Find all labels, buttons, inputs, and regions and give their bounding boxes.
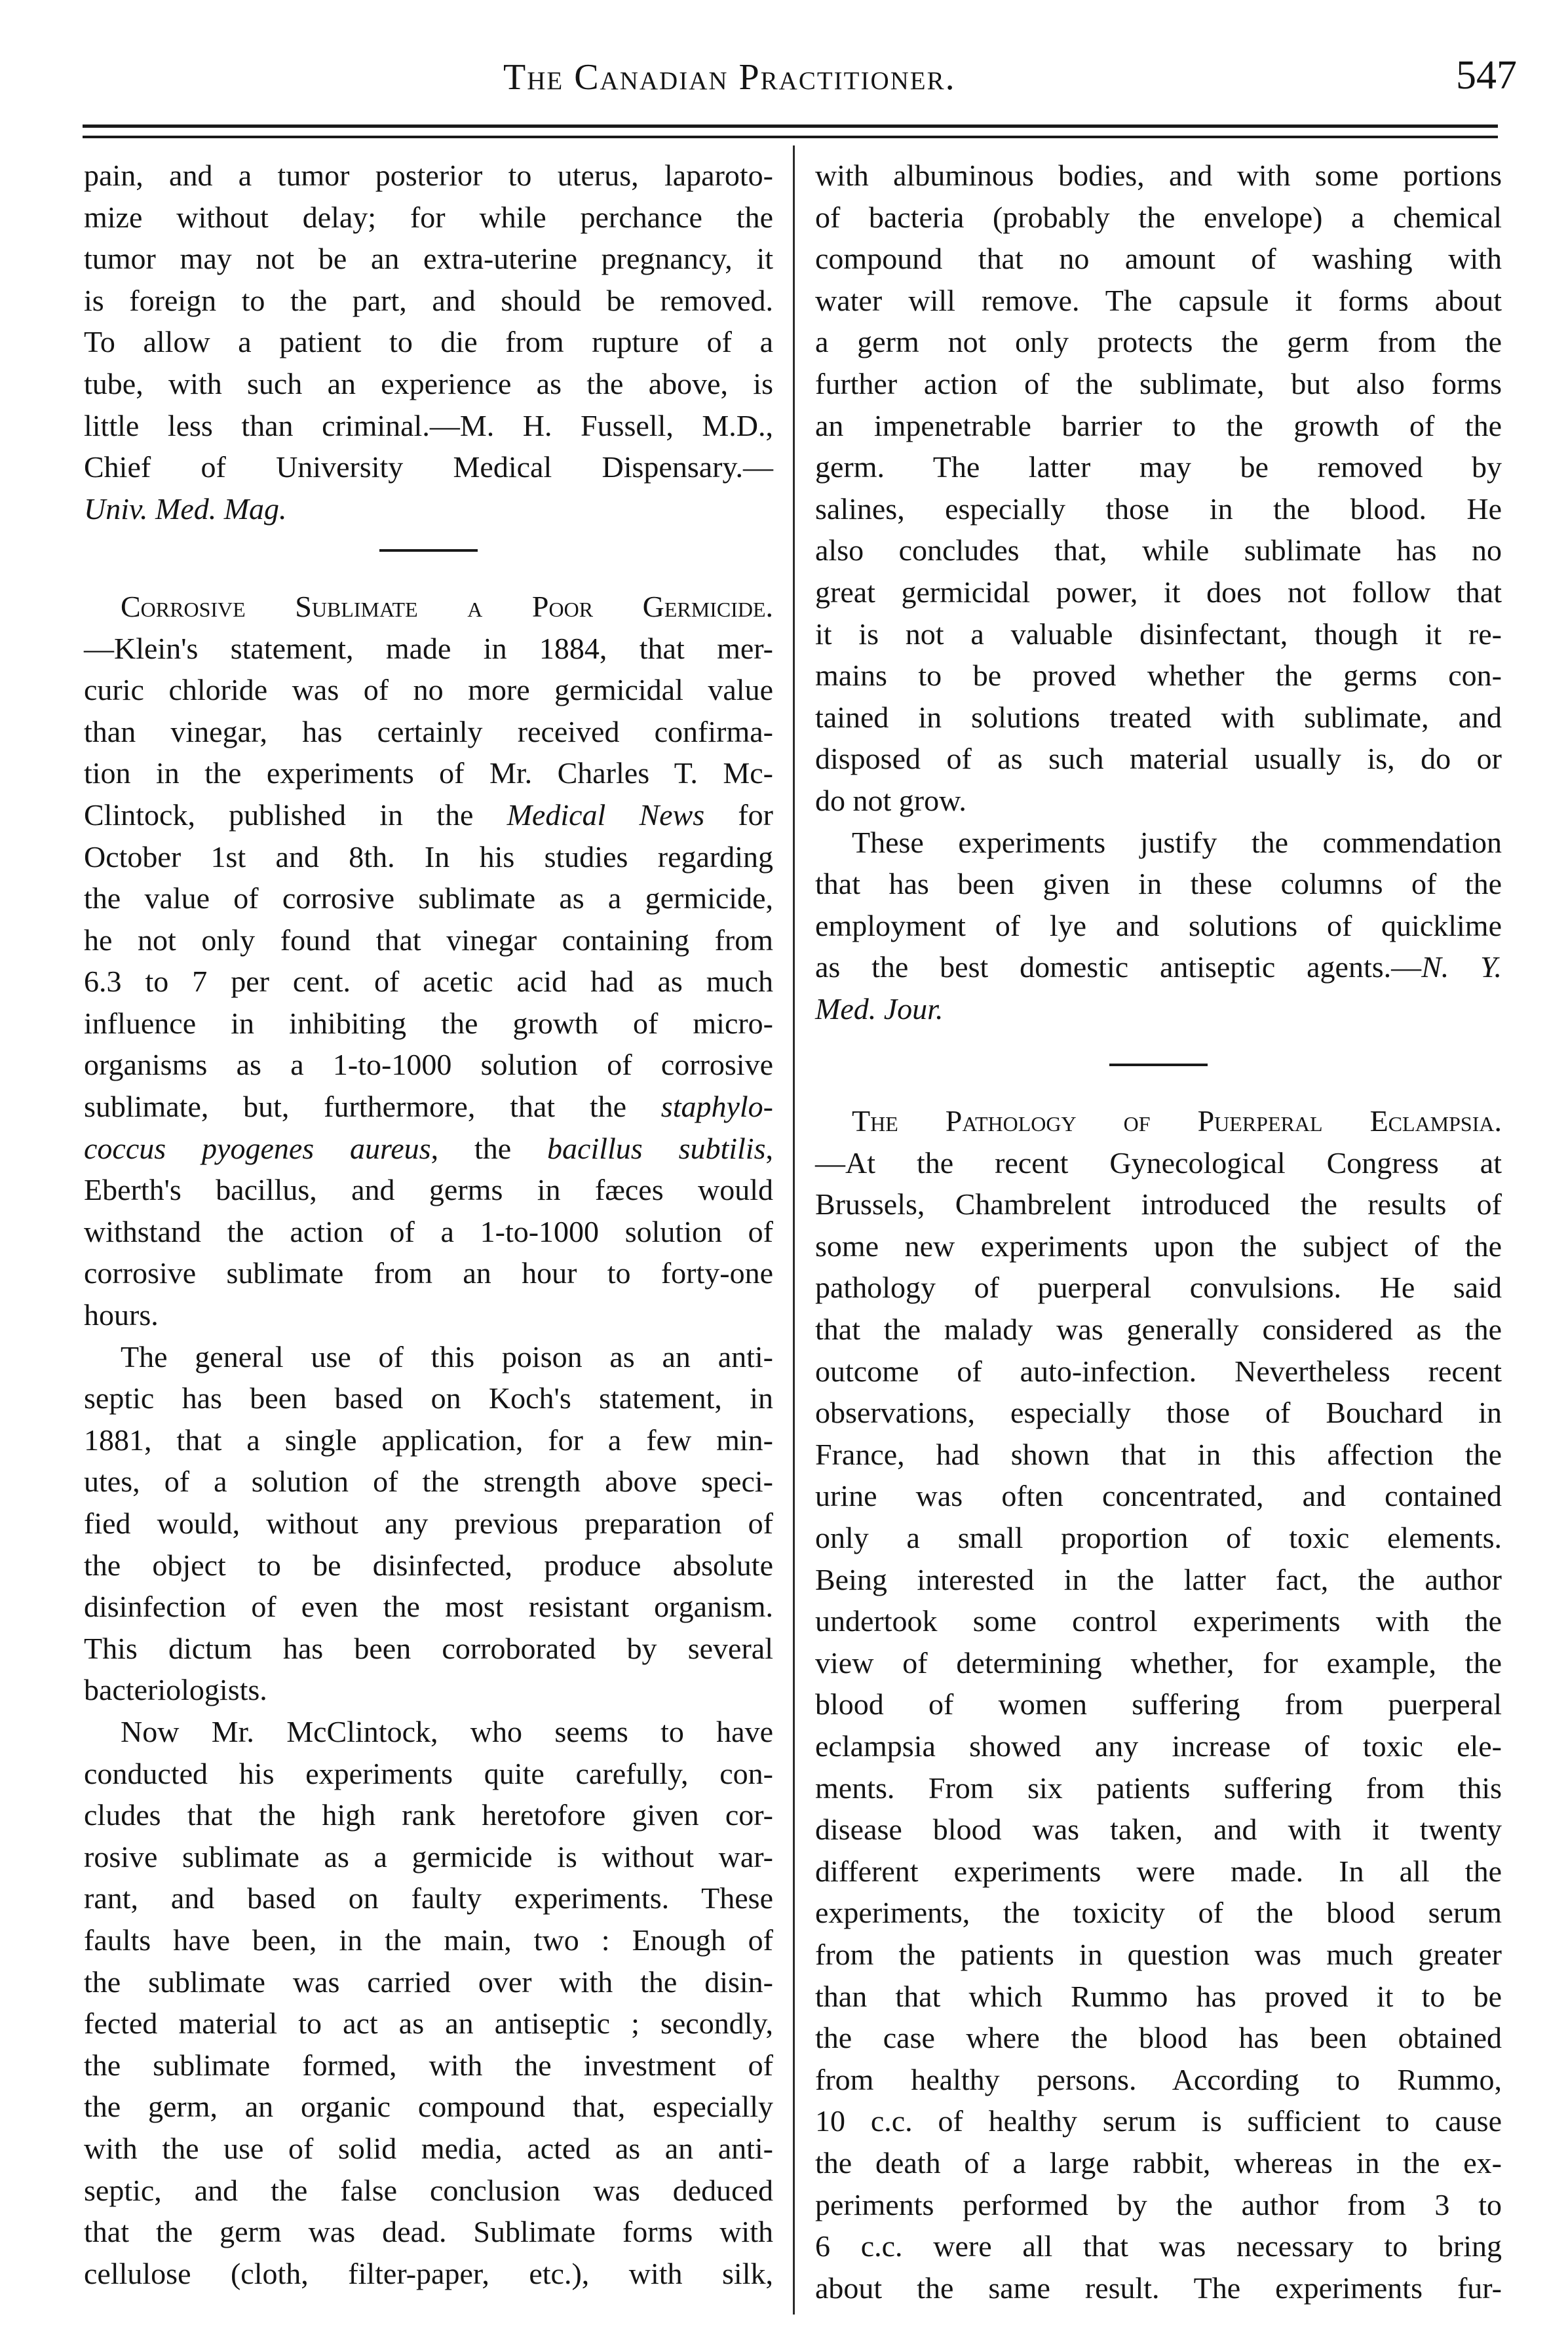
text-line: it is not a valuable disinfectant, though it re- xyxy=(815,617,1502,651)
text-line: with albuminous bodies, and with some portions xyxy=(815,159,1502,192)
text-line: urine was often concentrated, and contained xyxy=(815,1479,1502,1513)
species-name: coccus pyogenes aureus xyxy=(84,1131,431,1165)
text-line: the sublimate formed, with the investment of xyxy=(84,2048,773,2082)
text-line: October 1st and 8th. In his studies regarding xyxy=(84,839,773,874)
text-line: also concludes that, while sublimate has no xyxy=(815,533,1502,567)
text-line: rant, and based on faulty experiments. These xyxy=(84,1881,773,1915)
text-line: tained in solutions treated with sublimate, and xyxy=(815,700,1502,734)
text-line: tion in the experiments of Mr. Charles T. Mc- xyxy=(84,756,773,790)
text-line: view of determining whether, for example, the xyxy=(815,1645,1502,1680)
text-line: little less than criminal.—M. H. Fussell, M.D., xyxy=(84,408,773,442)
text-run: , xyxy=(765,1131,773,1165)
column-divider xyxy=(793,145,795,2315)
text-line: conducted his experiments quite carefully, con- xyxy=(84,1756,773,1790)
text-line: mize without delay; for while perchance the xyxy=(84,200,773,234)
text-line: compound that no amount of washing with xyxy=(815,242,1502,276)
right-column xyxy=(815,155,1502,2309)
text-line: This dictum has been corroborated by several xyxy=(84,1631,773,1665)
text-line: influence in inhibiting the growth of micro- xyxy=(84,1006,773,1040)
text-line: the case where the blood has been obtained xyxy=(815,2021,1502,2055)
text-line: the sublimate was carried over with the disin- xyxy=(84,1965,773,1999)
text-line: 1881, that a single application, for a few min- xyxy=(84,1423,773,1457)
text-line xyxy=(815,946,1502,988)
text-run: for xyxy=(704,797,774,832)
text-line: some new experiments upon the subject of the xyxy=(815,1229,1502,1263)
text-line: an impenetrable barrier to the growth of the xyxy=(815,408,1502,442)
text-line: fied would, without any previous preparation of xyxy=(84,1507,773,1540)
text-line: organisms as a 1-to-1000 solution of corrosive xyxy=(84,1048,773,1082)
text-line: 6 c.c. were all that was necessary to bring xyxy=(815,2229,1502,2263)
text-line: The general use of this poison as an anti- xyxy=(121,1339,773,1374)
text-line: of bacteria (probably the envelope) a chemical xyxy=(815,200,1502,234)
text-line: tumor may not be an extra-uterine pregnancy, it xyxy=(84,242,773,276)
text-line: France, had shown that in this affection the xyxy=(815,1437,1502,1471)
text-line: pathology of puerperal convulsions. He said xyxy=(815,1271,1502,1305)
text-line: fected material to act as an antiseptic ; secondly, xyxy=(84,2007,773,2041)
journal-title: Medical News xyxy=(507,797,705,832)
text-line: faults have been, in the main, two : Enough of xyxy=(84,1923,773,1957)
text-line: with the use of solid media, acted as an anti- xyxy=(84,2131,773,2165)
text-run: sublimate, but, furthermore, that the xyxy=(84,1090,661,1124)
species-name: bacillus subtilis xyxy=(547,1131,766,1165)
article-puerperal-eclampsia xyxy=(815,1100,1502,2309)
source-citation: Med. Jour. xyxy=(815,991,944,1026)
running-title: The Canadian Practitioner. xyxy=(503,57,956,98)
section-separator xyxy=(84,529,773,571)
species-name: staphylo- xyxy=(660,1090,773,1124)
page-header xyxy=(0,47,1568,106)
text-line: from healthy persons. According to Rummo, xyxy=(815,2062,1502,2096)
text-line: withstand the action of a 1-to-1000 solution of xyxy=(84,1214,773,1248)
text-line: pain, and a tumor posterior to uterus, laparoto- xyxy=(84,159,773,192)
text-line: than that which Rummo has proved it to be xyxy=(815,1979,1502,2013)
text-line: about the same result. The experiments fur- xyxy=(815,2271,1502,2305)
text-line: hours. xyxy=(84,1298,159,1332)
text-line: —At the recent Gynecological Congress at xyxy=(815,1145,1502,1180)
text-line: disposed of as such material usually is, do or xyxy=(815,742,1502,776)
text-line: only a small proportion of toxic elements. xyxy=(815,1521,1502,1554)
text-line: he not only found that vinegar containing from xyxy=(84,923,773,957)
text-line: disinfection of even the most resistant organism. xyxy=(84,1590,773,1624)
page-number: 547 xyxy=(1456,53,1517,98)
text-line: that has been given in these columns of the xyxy=(815,867,1502,901)
text-line: Eberth's bacillus, and germs in fæces would xyxy=(84,1173,773,1207)
text-line: a germ not only protects the germ from the xyxy=(815,325,1502,359)
article-corrosive-sublimate xyxy=(84,586,773,2294)
text-line: 10 c.c. of healthy serum is sufficient to cause xyxy=(815,2104,1502,2138)
text-line: outcome of auto-infection. Nevertheless recent xyxy=(815,1354,1502,1388)
text-line: Now Mr. McClintock, who seems to have xyxy=(121,1714,773,1748)
text-line: further action of the sublimate, but also forms xyxy=(815,366,1502,400)
left-column xyxy=(84,155,773,2294)
text-line: cludes that the high rank heretofore given cor- xyxy=(84,1798,773,1832)
text-line: 6.3 to 7 per cent. of acetic acid had as much xyxy=(84,965,773,999)
text-line: salines, especially those in the blood. He xyxy=(815,491,1502,526)
text-line: great germicidal power, it does not follow that xyxy=(815,575,1502,609)
source-citation: N. Y. xyxy=(1421,950,1502,984)
text-line: the death of a large rabbit, whereas in the ex- xyxy=(815,2145,1502,2180)
text-line: the germ, an organic compound that, especially xyxy=(84,2090,773,2124)
continued-article-text xyxy=(815,155,1502,1029)
text-line: the object to be disinfected, produce absolute xyxy=(84,1548,773,1582)
text-line: corrosive sublimate from an hour to forty-one xyxy=(84,1256,773,1290)
text-line: mains to be proved whether the germs con- xyxy=(815,659,1502,693)
text-line: —Klein's statement, made in 1884, that mer- xyxy=(84,631,773,665)
text-line xyxy=(84,1128,773,1170)
text-line: disease blood was taken, and with it twenty xyxy=(815,1813,1502,1847)
header-rule-top xyxy=(83,125,1498,128)
text-line: Brussels, Chambrelent introduced the results of xyxy=(815,1187,1502,1221)
text-line: blood of women suffering from puerperal xyxy=(815,1687,1502,1721)
text-line xyxy=(84,1086,773,1128)
text-line: than vinegar, has certainly received confirma- xyxy=(84,714,773,748)
text-line: Chief of University Medical Dispensary.— xyxy=(84,450,773,484)
text-line: bacteriologists. xyxy=(84,1673,267,1707)
text-line: utes, of a solution of the strength above speci- xyxy=(84,1465,773,1499)
text-line: do not grow. xyxy=(815,783,966,817)
text-line: These experiments justify the commendation xyxy=(852,825,1502,859)
text-line: ments. From six patients suffering from this xyxy=(815,1771,1502,1805)
text-line: experiments, the toxicity of the blood serum xyxy=(815,1896,1502,1930)
text-line: the value of corrosive sublimate as a germicide, xyxy=(84,881,773,915)
text-line: employment of lye and solutions of quicklime xyxy=(815,908,1502,942)
text-line: germ. The latter may be removed by xyxy=(815,450,1502,484)
text-run: , the xyxy=(430,1131,548,1165)
text-line: undertook some control experiments with the xyxy=(815,1604,1502,1638)
text-line: cellulose (cloth, filter-paper, etc.), with silk, xyxy=(84,2256,773,2290)
text-line: curic chloride was of no more germicidal value xyxy=(84,673,773,707)
text-line: Being interested in the latter fact, the author xyxy=(815,1562,1502,1596)
continued-paragraph xyxy=(84,155,773,529)
text-line: tube, with such an experience as the above, is xyxy=(84,366,773,400)
text-line: To allow a patient to die from rupture of a xyxy=(84,325,773,359)
text-line: different experiments were made. In all the xyxy=(815,1854,1502,1888)
text-line: septic, and the false conclusion was deduced xyxy=(84,2173,773,2207)
text-line: septic has been based on Koch's statement, in xyxy=(84,1381,773,1415)
article-title: The Pathology of Puerperal Eclampsia. xyxy=(852,1104,1502,1138)
text-run: as the best domestic antiseptic agents.— xyxy=(815,950,1422,984)
text-line xyxy=(84,794,773,836)
section-separator xyxy=(815,1044,1502,1086)
text-line: observations, especially those of Bouchard in xyxy=(815,1396,1502,1430)
text-line: rosive sublimate as a germicide is without war- xyxy=(84,1839,773,1873)
text-line: water will remove. The capsule it forms about xyxy=(815,283,1502,317)
text-line: that the malady was generally considered as the xyxy=(815,1313,1502,1347)
text-line: eclampsia showed any increase of toxic ele- xyxy=(815,1729,1502,1763)
text-run: Clintock, published in the xyxy=(84,797,507,832)
article-title: Corrosive Sublimate a Poor Germicide. xyxy=(121,589,773,623)
text-line: is foreign to the part, and should be removed. xyxy=(84,283,773,317)
source-citation: Univ. Med. Mag. xyxy=(84,491,287,526)
header-rule-bottom xyxy=(83,136,1498,138)
text-line: from the patients in question was much greater xyxy=(815,1937,1502,1971)
text-line: periments performed by the author from 3 to xyxy=(815,2187,1502,2221)
text-line: that the germ was dead. Sublimate forms with xyxy=(84,2215,773,2249)
